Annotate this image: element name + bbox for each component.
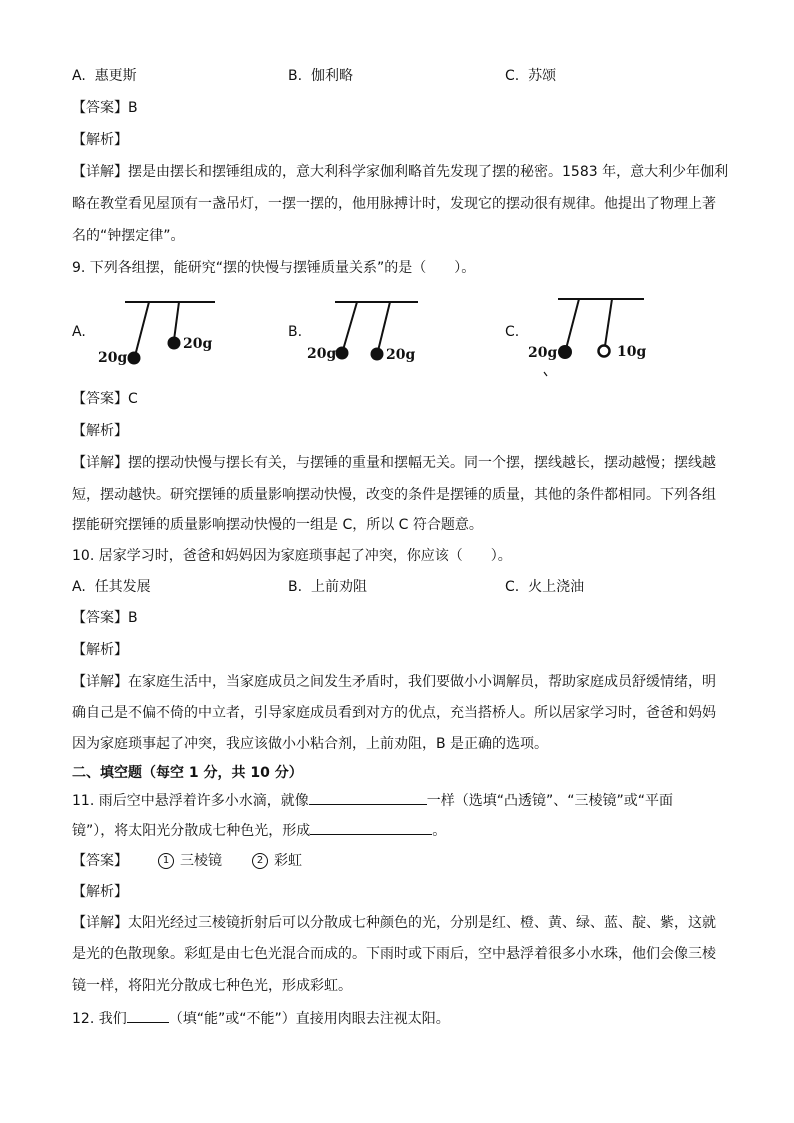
q8-detail-line-2: 略在教堂看见屋顶有一盏吊灯，一摆一摆的，他用脉搏计时，发现它的摆动很有规律。他提出了物理上著 [72,196,716,212]
q9-figure-a-letter: A. [72,324,86,340]
q9-figure-c-letter: C. [505,324,520,340]
q11-answer: 【答案】 1 三棱镜 2 彩虹 [72,853,302,869]
stray-mark [544,372,547,376]
q12-question: 12. 我们 （填“能”或“不能”）直接用肉眼去注视太阳。 [72,1008,450,1029]
q10-answer: 【答案】B [72,610,138,626]
q9-figure-b [305,290,435,370]
q8-detail-line-1: 【详解】摆是由摆长和摆锤组成的，意大利科学家伽利略首先发现了摆的秘密。1583 年，意大利少年伽利 [72,164,729,180]
q11-blank-1 [309,790,427,805]
q10-detail-line-1: 【详解】在家庭生活中，当家庭成员之间发生矛盾时，我们要做小小调解员，帮助家庭成员舒缓情绪，明 [72,674,716,690]
q9-detail-line-2: 短，摆动越快。研究摆锤的质量影响摆动快慢，改变的条件是摆锤的质量，其他的条件都相同。下列各组 [72,487,716,503]
q9-question: 9. 下列各组摆，能研究“摆的快慢与摆锤质量关系”的是（ ）。 [72,260,476,276]
q11-detail-line-1: 【详解】太阳光经过三棱镜折射后可以分散成七种颜色的光，分别是红、橙、黄、绿、蓝、靛、紫，这就 [72,915,716,931]
q8-detail-line-3: 名的“钟摆定律”。 [72,228,185,244]
q10-question: 10. 居家学习时，爸爸和妈妈因为家庭琐事起了冲突，你应该（ ）。 [72,548,512,564]
pendulum-string-right [605,299,612,346]
pendulum-bob-left [336,347,349,360]
q9-analysis-tag: 【解析】 [72,423,128,439]
q11-line-1: 11. 雨后空中悬浮着许多小水滴，就像 一样（选填“凸透镜”、“三棱镜”或“平面 [72,790,673,811]
q9-detail-line-1: 【详解】摆的摆动快慢与摆长有关，与摆锤的重量和摆幅无关。同一个摆，摆线越长，摆动越慢；摆线越 [72,455,716,471]
q10-detail-line-3: 因为家庭琐事起了冲突，我应该做小小粘合剂，上前劝阻，B 是正确的选项。 [72,736,549,752]
q11-detail-line-2: 是光的色散现象。彩虹是由七色光混合而成的。下雨时或下雨后，空中悬浮着很多小水珠，他们会像三棱 [72,946,716,962]
q8-answer: 【答案】B [72,100,138,116]
pendulum-bob-left [558,345,572,359]
q10-detail-line-2: 确自己是不偏不倚的中立者，引导家庭成员看到对方的优点，充当搭桥人。所以居家学习时，爸爸和妈妈 [72,705,716,721]
q12-blank [127,1008,169,1023]
q10-option-a: A. 任其发展 [72,579,151,595]
mass-label-right: 20g [386,347,416,363]
q11-detail-line-3: 镜一样，将阳光分散成七种色光，形成彩虹。 [72,978,352,994]
q8-option-b: B. 伽利略 [288,68,353,84]
q11-blank-2 [310,820,432,835]
mass-label-left: 20g [528,345,558,361]
q8-analysis-tag: 【解析】 [72,132,128,148]
pendulum-string-right [378,302,390,351]
pendulum-string-left [343,302,357,350]
pendulum-bob-right [371,348,384,361]
pendulum-string-left [135,302,149,356]
mass-label-right: 20g [183,336,213,352]
q10-option-b: B. 上前劝阻 [288,579,367,595]
answer-number-2: 2 [252,853,268,869]
q9-answer: 【答案】C [72,391,138,407]
mass-label-left: 20g [98,350,128,366]
mass-label-right: 10g [617,344,647,360]
q9-figure-a [90,290,230,370]
q8-option-a: A. 惠更斯 [72,68,137,84]
pendulum-string-right [174,302,179,340]
pendulum-bob-left [128,352,141,365]
pendulum-string-left [566,299,579,349]
q9-detail-line-3: 摆能研究摆锤的质量影响摆动快慢的一组是 C，所以 C 符合题意。 [72,517,483,533]
pendulum-bob-right-hollow [599,346,610,357]
q9-figure-c [525,288,655,378]
answer-number-1: 1 [158,853,174,869]
pendulum-bob-right [168,337,181,350]
q11-analysis-tag: 【解析】 [72,884,128,900]
q9-figure-b-letter: B. [288,324,303,340]
q11-line-2: 镜”），将太阳光分散成七种色光，形成 。 [72,820,446,841]
section-title: 二、填空题（每空 1 分，共 10 分） [72,765,303,781]
q10-analysis-tag: 【解析】 [72,642,128,658]
mass-label-left: 20g [307,346,337,362]
q8-option-c: C. 苏颂 [505,68,557,84]
q10-option-c: C. 火上浇油 [505,579,585,595]
